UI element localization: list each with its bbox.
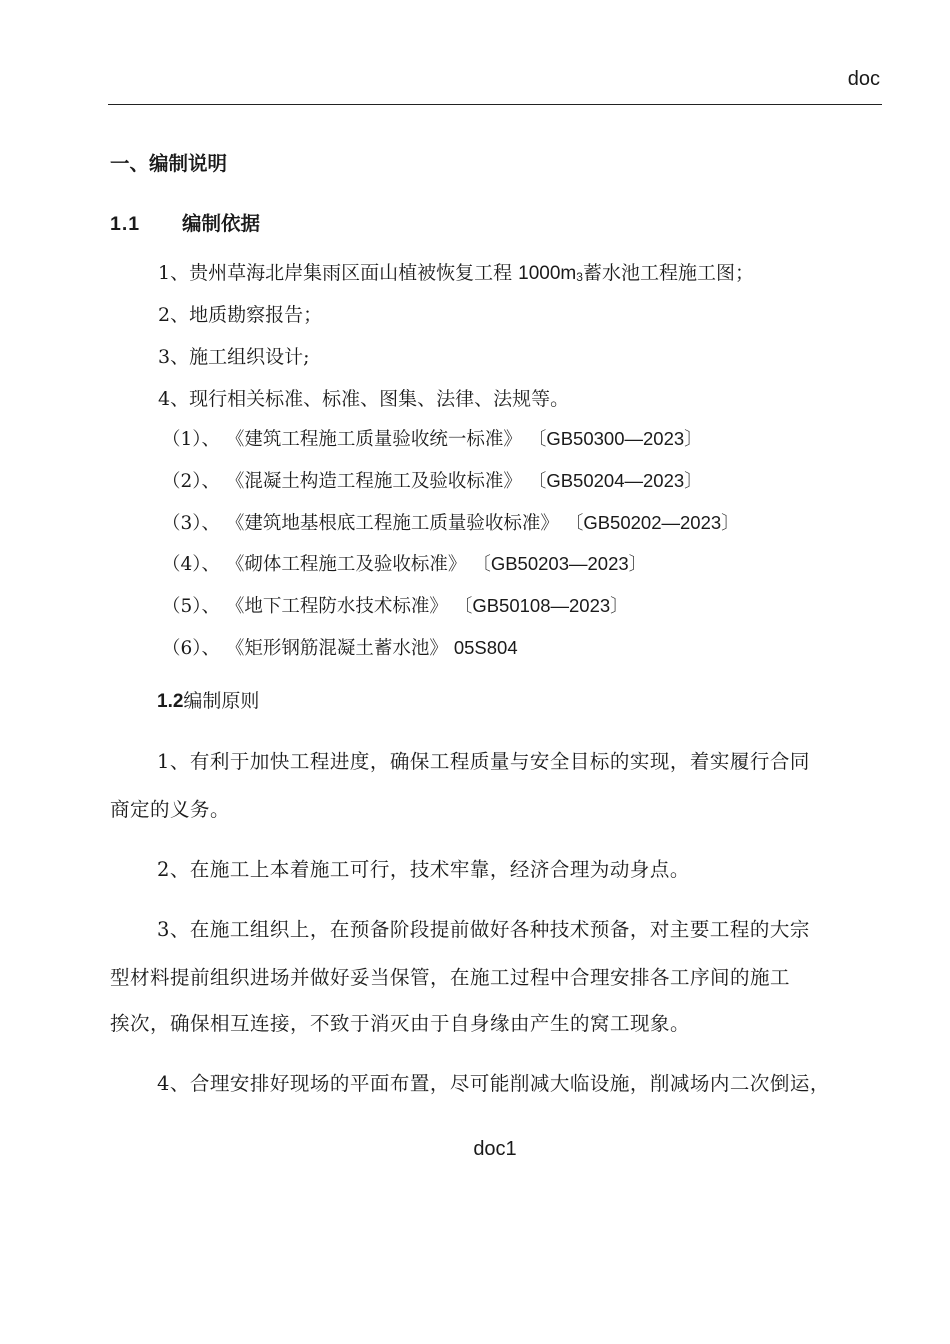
subsection-number: 1.2 [157, 691, 184, 712]
standard-item [162, 592, 629, 618]
standard-name: 《矩形钢筋混凝土蓄水池》 [225, 638, 448, 659]
subsection-number: 1.1 [110, 213, 141, 235]
standard-code: 〔GB50204—2023〕 [527, 470, 703, 491]
basis-item-1-superscript: 3 [576, 270, 583, 284]
standard-item [162, 550, 647, 576]
basis-item-1-suffix: 蓄水池工程施工图； [582, 262, 754, 284]
principle-3-line-1: 3、在施工组织上，在预备阶段提前做好各种技术预备，对主要工程的大宗 [157, 918, 810, 941]
standard-code: 〔GB50300—2023〕 [527, 428, 703, 449]
standard-index: （5）、 [162, 596, 221, 617]
standard-name: 《地下工程防水技术标准》 [225, 596, 448, 617]
principle-1-line-1: 1、有利于加快工程进度，确保工程质量与安全目标的实现，着实履行合同 [157, 750, 810, 773]
standard-code: 〔GB50108—2023〕 [453, 595, 629, 616]
standard-code: 〔GB50202—2023〕 [564, 512, 740, 533]
subsection-title: 编制依据 [182, 212, 261, 235]
standard-name: 《建筑工程施工质量验收统一标准》 [225, 429, 522, 450]
standard-item [162, 634, 518, 660]
standard-name: 《建筑地基根底工程施工质量验收标准》 [225, 513, 559, 534]
subsection-title: 编制原则 [183, 690, 260, 712]
section-title: 一、编制说明 [110, 152, 228, 175]
principle-1-line-2: 商定的义务。 [110, 798, 231, 821]
basis-item-4: 4、现行相关标准、标准、图集、法律、法规等。 [158, 388, 570, 410]
standard-item [162, 467, 703, 493]
standard-index: （6）、 [162, 638, 221, 659]
subsection-heading-1-1 [110, 208, 260, 236]
principle-3-line-2: 型材料提前组织进场并做好妥当保管，在施工过程中合理安排各工序间的施工 [110, 966, 791, 989]
standard-code: 〔GB50203—2023〕 [472, 553, 648, 574]
standard-index: （3）、 [162, 513, 221, 534]
standard-code: 05S804 [453, 637, 518, 658]
basis-item-1-quantity: 1000m [518, 263, 577, 284]
header-divider [108, 104, 882, 105]
subsection-heading-1-2 [157, 686, 259, 713]
standard-index: （1）、 [162, 429, 221, 450]
standard-name: 《混凝土构造工程施工及验收标准》 [225, 471, 522, 492]
principle-3-line-3: 挨次，确保相互连接，不致于消灭由于自身缘由产生的窝工现象。 [110, 1012, 691, 1035]
principle-4-line-1: 4、合理安排好现场的平面布置，尽可能削减大临设施，削减场内二次倒运， [157, 1072, 830, 1095]
page-header: doc [847, 68, 880, 90]
principle-2: 2、在施工上本着施工可行，技术牢靠，经济合理为动身点。 [157, 858, 690, 881]
standard-item [162, 509, 740, 535]
standard-index: （2）、 [162, 471, 221, 492]
page-footer: doc1 [473, 1138, 517, 1160]
basis-item-1 [158, 258, 754, 285]
standard-index: （4）、 [162, 554, 221, 575]
basis-item-2: 2、地质勘察报告； [158, 304, 323, 326]
basis-item-1-text: 1、贵州草海北岸集雨区面山植被恢复工程 [158, 262, 513, 284]
standard-item [162, 425, 703, 451]
standard-name: 《砌体工程施工及验收标准》 [225, 554, 467, 575]
basis-item-3: 3、施工组织设计; [158, 346, 310, 368]
